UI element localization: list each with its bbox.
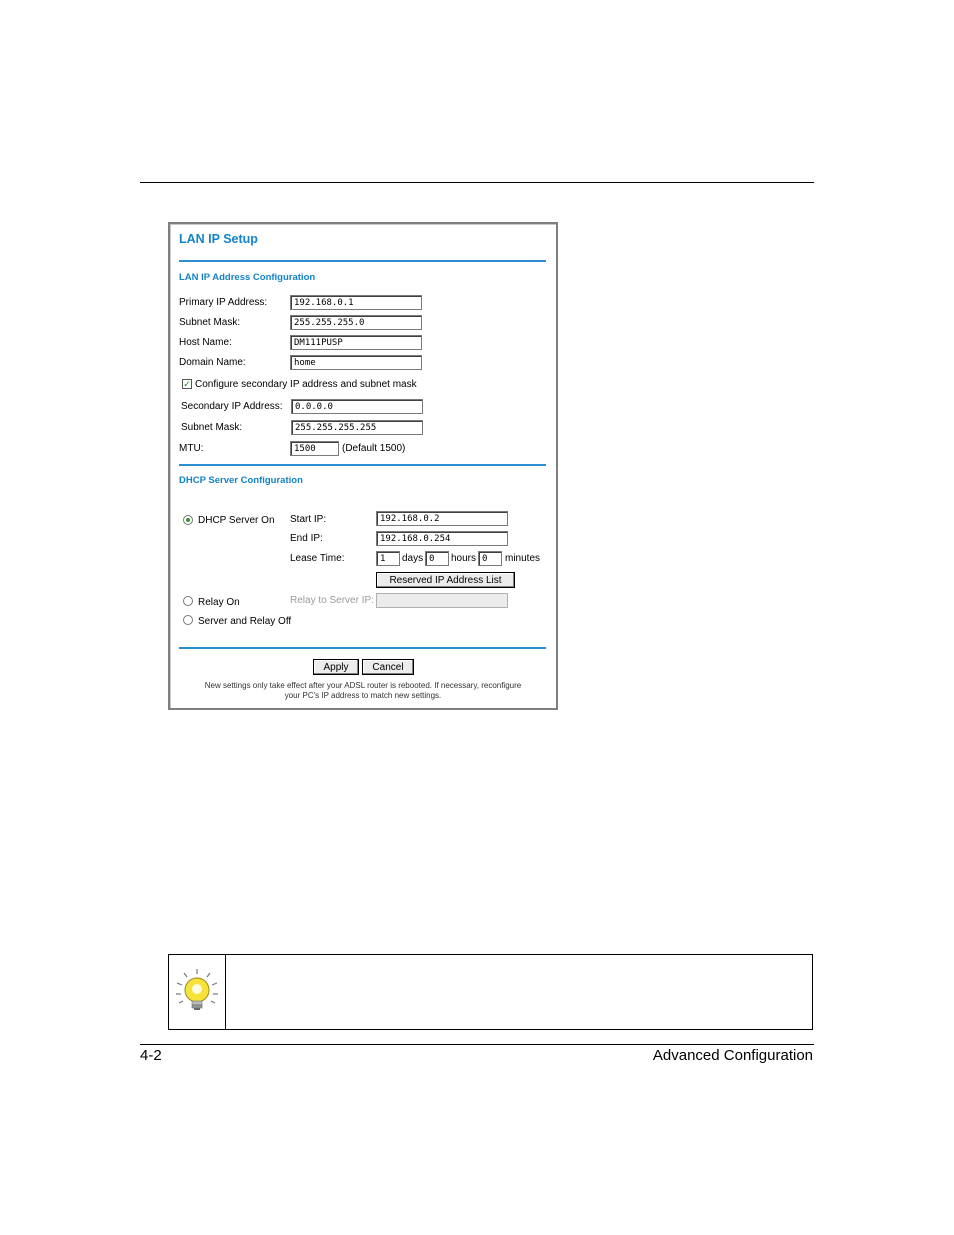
lightbulb-icon [173, 967, 221, 1015]
dhcp-section-heading: DHCP Server Configuration [179, 475, 303, 486]
tip-box [168, 954, 813, 1030]
lan-section-rule [179, 464, 546, 466]
server-relay-off-label: Server and Relay Off [198, 616, 292, 627]
relay-server-label: Relay to Server IP: [290, 595, 374, 606]
lease-time-label: Lease Time: [290, 553, 345, 564]
page-number: 4-2 [140, 1047, 162, 1064]
dhcp-section-rule [179, 647, 546, 649]
secondary-mask-input[interactable]: 255.255.255.255 [291, 420, 423, 435]
domain-name-input[interactable]: home [290, 355, 422, 370]
start-ip-label: Start IP: [290, 514, 327, 525]
mtu-label: MTU: [179, 443, 204, 454]
lan-section-heading: LAN IP Address Configuration [179, 272, 316, 283]
footer-rule [140, 1044, 814, 1045]
dhcp-server-on-radio[interactable] [183, 515, 193, 525]
secondary-mask-label: Subnet Mask: [181, 422, 243, 433]
host-name-label: Host Name: [179, 337, 232, 348]
secondary-ip-input[interactable]: 0.0.0.0 [291, 399, 423, 414]
end-ip-input[interactable]: 192.168.0.254 [376, 531, 508, 546]
secondary-ip-checkbox[interactable]: ✓ [183, 379, 191, 389]
header-rule [140, 182, 814, 183]
start-ip-input[interactable]: 192.168.0.2 [376, 511, 508, 526]
cancel-button[interactable]: Cancel [362, 659, 414, 675]
server-relay-off-radio[interactable] [183, 615, 193, 625]
lease-days-label: days [402, 553, 424, 564]
chapter-title: Advanced Configuration [652, 1047, 813, 1064]
lease-minutes-input[interactable]: 0 [478, 551, 502, 566]
primary-ip-input[interactable]: 192.168.0.1 [290, 295, 422, 310]
title-rule [179, 260, 546, 262]
subnet-mask-label: Subnet Mask: [179, 317, 241, 328]
lease-days-input[interactable]: 1 [376, 551, 400, 566]
dhcp-server-on-label: DHCP Server On [198, 515, 275, 526]
page-title: LAN IP Setup [179, 232, 258, 246]
tip-divider [225, 955, 226, 1029]
relay-on-label: Relay On [198, 597, 240, 608]
secondary-ip-label: Secondary IP Address: [181, 401, 283, 412]
relay-on-radio[interactable] [183, 596, 193, 606]
settings-note-line2: your PC's IP address to match new settings. [284, 691, 442, 700]
subnet-mask-input[interactable]: 255.255.255.0 [290, 315, 422, 330]
relay-server-input[interactable] [376, 593, 508, 608]
primary-ip-label: Primary IP Address: [179, 297, 268, 308]
mtu-input[interactable]: 1500 [290, 441, 339, 456]
reserved-ip-list-button[interactable]: Reserved IP Address List [376, 572, 515, 588]
lease-hours-input[interactable]: 0 [425, 551, 449, 566]
lan-ip-setup-screenshot [168, 222, 558, 710]
host-name-input[interactable]: DM111PUSP [290, 335, 422, 350]
secondary-ip-checkbox-label: Configure secondary IP address and subnet mask [195, 379, 417, 390]
lease-hours-label: hours [451, 553, 477, 564]
domain-name-label: Domain Name: [179, 357, 246, 368]
mtu-default-text: (Default 1500) [342, 443, 406, 454]
settings-note-line1: New settings only take effect after your ADSL router is rebooted. If necessary, reconfigure [204, 681, 522, 690]
lease-minutes-label: minutes [505, 553, 541, 564]
apply-button[interactable]: Apply [313, 659, 359, 675]
end-ip-label: End IP: [290, 533, 323, 544]
